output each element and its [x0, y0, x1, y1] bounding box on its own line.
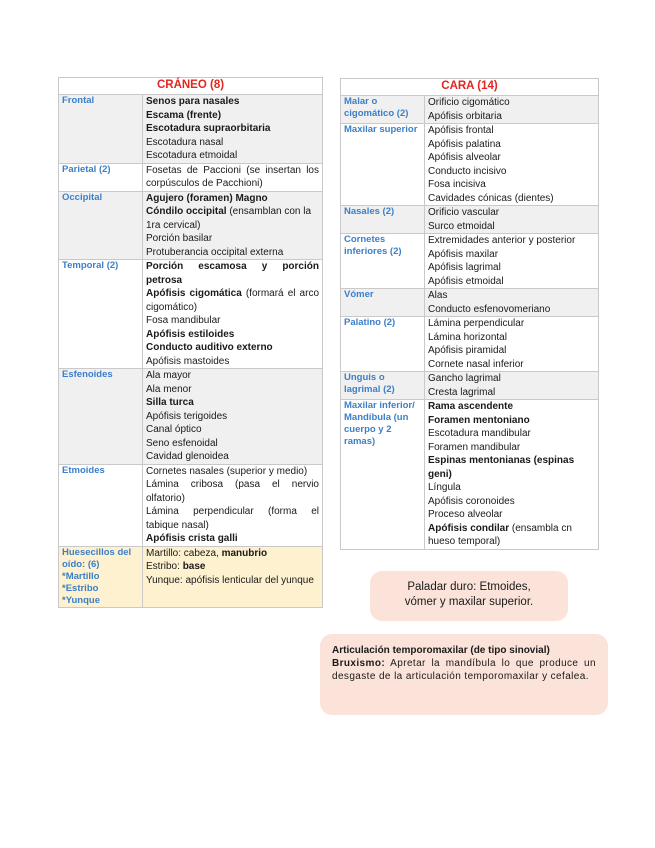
feature-item: Escotadura mandibular: [428, 428, 531, 439]
bone-features: [425, 124, 599, 206]
bone-label: Unguis o lagrimal (2): [341, 372, 425, 400]
feature-item: [428, 522, 595, 549]
feature-item: Apófisis coronoides: [428, 495, 515, 507]
bone-features: [143, 95, 323, 164]
bone-features: [143, 260, 323, 369]
feature-item: Apófisis lagrimal: [428, 262, 501, 273]
feature-item: Conducto incisivo: [428, 165, 507, 177]
bone-features: [425, 317, 599, 372]
feature-item: [146, 547, 319, 561]
feature-item: Lámina horizontal: [428, 331, 507, 343]
table-row: [341, 234, 599, 289]
feature-text: (ensambla cn hueso temporal): [428, 522, 572, 547]
feature-item: Orificio cigomático: [428, 97, 510, 108]
feature-item: Silla turca: [146, 397, 194, 408]
feature-item: Agujero (foramen) Magno: [146, 192, 268, 204]
feature-item: Fosa incisiva: [428, 179, 486, 190]
bone-label: Esfenoides: [59, 369, 143, 465]
feature-item: Cornetes nasales (superior y medio): [146, 465, 308, 477]
bone-features: [425, 400, 599, 550]
feature-text: (ensamblan con la 1ra cervical): [146, 206, 312, 231]
feature-text: base: [182, 561, 206, 572]
table-row: [341, 96, 599, 124]
paladar-note: [370, 571, 568, 621]
cara-body: [341, 96, 599, 550]
feature-item: Porción basilar: [146, 233, 213, 244]
feature-item: Alas: [428, 290, 448, 301]
feature-item: Conducto esfenovomeriano: [428, 303, 551, 315]
feature-item: Lámina perpendicular: [428, 318, 525, 329]
feature-item: Escama (frente): [146, 109, 222, 121]
paladar-line-1: Paladar duro: Etmoides,: [407, 581, 531, 593]
feature-item: Conducto auditivo externo: [146, 342, 273, 353]
paladar-line-2: vómer y maxilar superior.: [404, 596, 534, 608]
feature-item: Espinas mentonianas (espinas geni): [428, 455, 575, 480]
table-row: [341, 289, 599, 317]
bone-features: [425, 372, 599, 400]
feature-item: Orificio vascular: [428, 207, 500, 218]
craneo-title: CRÁNEO (8): [59, 78, 323, 95]
atm-note: [320, 634, 608, 715]
feature-text: Cóndilo occipital: [146, 206, 227, 217]
feature-item: Surco etmoidal: [428, 220, 495, 232]
table-row: [59, 260, 323, 369]
bone-features: [143, 546, 323, 607]
table-row: [341, 124, 599, 206]
feature-item: Protuberancia occipital externa: [146, 246, 284, 258]
bone-label: Maxilar superior: [341, 124, 425, 206]
feature-item: Apófisis frontal: [428, 125, 494, 136]
feature-item: Seno esfenoidal: [146, 437, 218, 449]
bone-label: Parietal (2): [59, 163, 143, 191]
cara-table: [340, 78, 599, 550]
feature-item: Apófisis etmoidal: [428, 275, 504, 287]
bone-features: [425, 289, 599, 317]
feature-item: Cresta lagrimal: [428, 386, 496, 398]
feature-item: Apófisis estiloides: [146, 328, 235, 340]
bone-features: [425, 96, 599, 124]
feature-item: Lámina cribosa (pasa el nervio olfatorio): [146, 479, 319, 504]
cara-title: CARA (14): [341, 79, 599, 96]
table-row: [341, 317, 599, 372]
feature-item: Escotadura nasal: [146, 136, 224, 148]
atm-body: [332, 658, 596, 682]
feature-item: Yunque: apófisis lenticular del yunque: [146, 574, 314, 586]
feature-item: Escotadura etmoidal: [146, 150, 238, 161]
table-row: [59, 191, 323, 260]
bone-label: Frontal: [59, 95, 143, 164]
feature-item: Porción escamosa y porción petrosa: [146, 261, 319, 286]
table-row: [59, 546, 323, 607]
table-row: [59, 95, 323, 164]
feature-item: Apófisis terigoides: [146, 410, 228, 422]
feature-item: Senos para nasales: [146, 96, 240, 107]
bone-label: Temporal (2): [59, 260, 143, 369]
feature-item: [146, 560, 319, 574]
feature-text: Apófisis condilar: [428, 522, 510, 534]
bone-features: [425, 206, 599, 234]
feature-item: Foramen mandibular: [428, 441, 521, 453]
bone-label: Palatino (2): [341, 317, 425, 372]
feature-text: Martillo: cabeza,: [146, 547, 222, 559]
feature-item: [146, 205, 319, 232]
feature-text: (formará el arco cigomático): [146, 288, 319, 313]
feature-item: Foramen mentoniano: [428, 414, 530, 426]
bone-label: Nasales (2): [341, 206, 425, 234]
feature-item: Língula: [428, 482, 461, 493]
bone-label: Huesecillos del oído: (6) *Martillo *Estribo *Yunque: [59, 546, 143, 607]
feature-item: Apófisis palatina: [428, 138, 501, 150]
bone-label: Occipital: [59, 191, 143, 260]
feature-item: Escotadura supraorbitaria: [146, 123, 271, 134]
feature-item: Apófisis crista galli: [146, 533, 238, 544]
feature-item: Apófisis maxilar: [428, 248, 499, 260]
table-row: [59, 163, 323, 191]
table-row: [341, 206, 599, 234]
bone-features: [143, 464, 323, 546]
feature-item: Cavidad glenoidea: [146, 451, 229, 462]
craneo-table: [58, 77, 323, 608]
atm-text: Apretar la mandíbula lo que produce un desgaste de la articulación temporomaxilar y cefalea.: [332, 658, 596, 682]
feature-item: Cornete nasal inferior: [428, 358, 524, 370]
feature-text: manubrio: [221, 547, 268, 559]
feature-item: Lámina perpendicular (forma el tabique nasal): [146, 506, 319, 531]
feature-text: Apófisis cigomática: [146, 288, 242, 299]
feature-item: Fosa mandibular: [146, 315, 221, 326]
bone-features: [143, 163, 323, 191]
feature-item: Apófisis alveolar: [428, 152, 501, 163]
table-row: [341, 372, 599, 400]
bone-features: [143, 191, 323, 260]
feature-item: Cavidades cónicas (dientes): [428, 192, 554, 204]
bone-label: Cornetes inferiores (2): [341, 234, 425, 289]
craneo-body: [59, 95, 323, 608]
atm-term: Bruxismo:: [332, 658, 386, 669]
bone-label: Vómer: [341, 289, 425, 317]
feature-item: [146, 287, 319, 314]
feature-item: Ala menor: [146, 383, 192, 395]
bone-label: Malar o cigomático (2): [341, 96, 425, 124]
feature-item: Ala mayor: [146, 370, 192, 381]
bone-label: Maxilar inferior/ Mandíbula (un cuerpo y 2 ramas): [341, 400, 425, 550]
feature-item: Proceso alveolar: [428, 509, 503, 520]
table-row: [59, 369, 323, 465]
feature-text: Estribo:: [146, 561, 183, 572]
feature-item: Gancho lagrimal: [428, 373, 501, 384]
table-row: [341, 400, 599, 550]
feature-item: Apófisis piramidal: [428, 345, 507, 356]
feature-item: Extremidades anterior y posterior: [428, 235, 576, 246]
bone-label: Etmoides: [59, 464, 143, 546]
feature-item: Canal óptico: [146, 424, 202, 435]
feature-item: Rama ascendente: [428, 401, 514, 412]
feature-item: Apófisis orbitaria: [428, 110, 502, 122]
atm-title: Articulación temporomaxilar (de tipo sinovial): [332, 645, 550, 656]
table-row: [59, 464, 323, 546]
bone-features: [143, 369, 323, 465]
feature-item: Apófisis mastoides: [146, 355, 230, 367]
feature-item: Fosetas de Paccioni (se insertan los corpúsculos de Pacchioni): [146, 164, 319, 189]
bone-features: [425, 234, 599, 289]
